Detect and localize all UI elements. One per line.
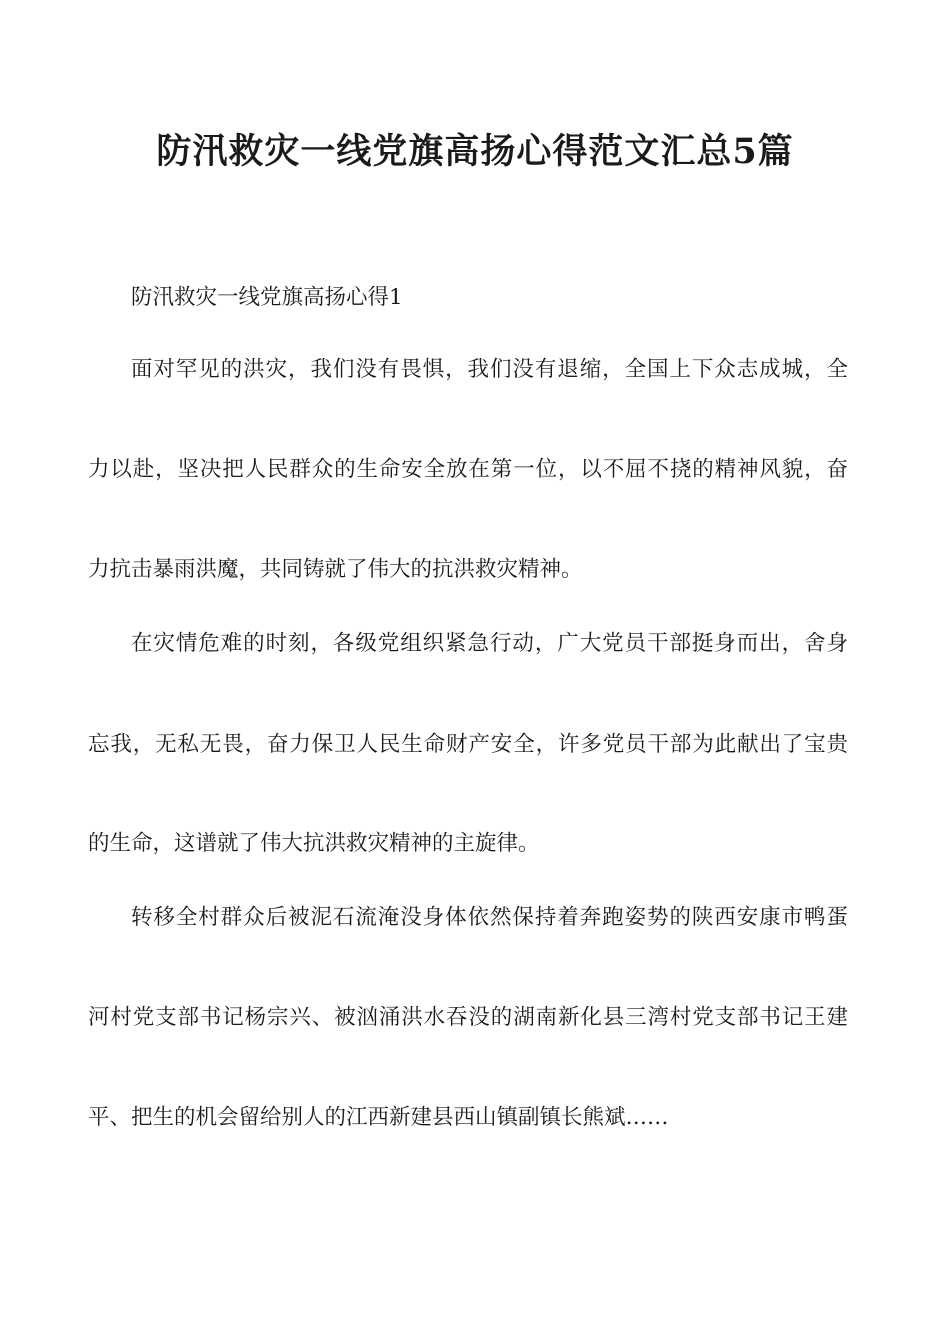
paragraph-3-line-1: 转移全村群众后被泥石流淹没身体依然保持着奔跑姿势的陕西安康市鸭蛋 (131, 905, 848, 930)
paragraph-1-line-3: 力抗击暴雨洪魔，共同铸就了伟大的抗洪救灾精神。 (88, 557, 583, 582)
paragraph-1-line-1: 面对罕见的洪灾，我们没有畏惧，我们没有退缩，全国上下众志成城，全 (131, 357, 848, 382)
paragraph-2-line-1: 在灾情危难的时刻，各级党组织紧急行动，广大党员干部挺身而出，舍身 (131, 631, 848, 656)
paragraph-1-line-2: 力以赴，坚决把人民群众的生命安全放在第一位，以不屈不挠的精神风貌，奋 (88, 457, 848, 482)
paragraph-2-line-2: 忘我，无私无畏，奋力保卫人民生命财产安全，许多党员干部为此献出了宝贵 (88, 732, 848, 757)
paragraph-3-line-2: 河村党支部书记杨宗兴、被汹涌洪水吞没的湖南新化县三湾村党支部书记王建 (88, 1005, 848, 1030)
section-heading: 防汛救灾一线党旗高扬心得1 (131, 285, 403, 310)
paragraph-3-line-3: 平、把生的机会留给别人的江西新建县西山镇副镇长熊斌…… (88, 1105, 669, 1130)
paragraph-2-line-3: 的生命，这谱就了伟大抗洪救灾精神的主旋律。 (88, 831, 540, 856)
document-title: 防汛救灾一线党旗高扬心得范文汇总5篇 (156, 131, 794, 172)
